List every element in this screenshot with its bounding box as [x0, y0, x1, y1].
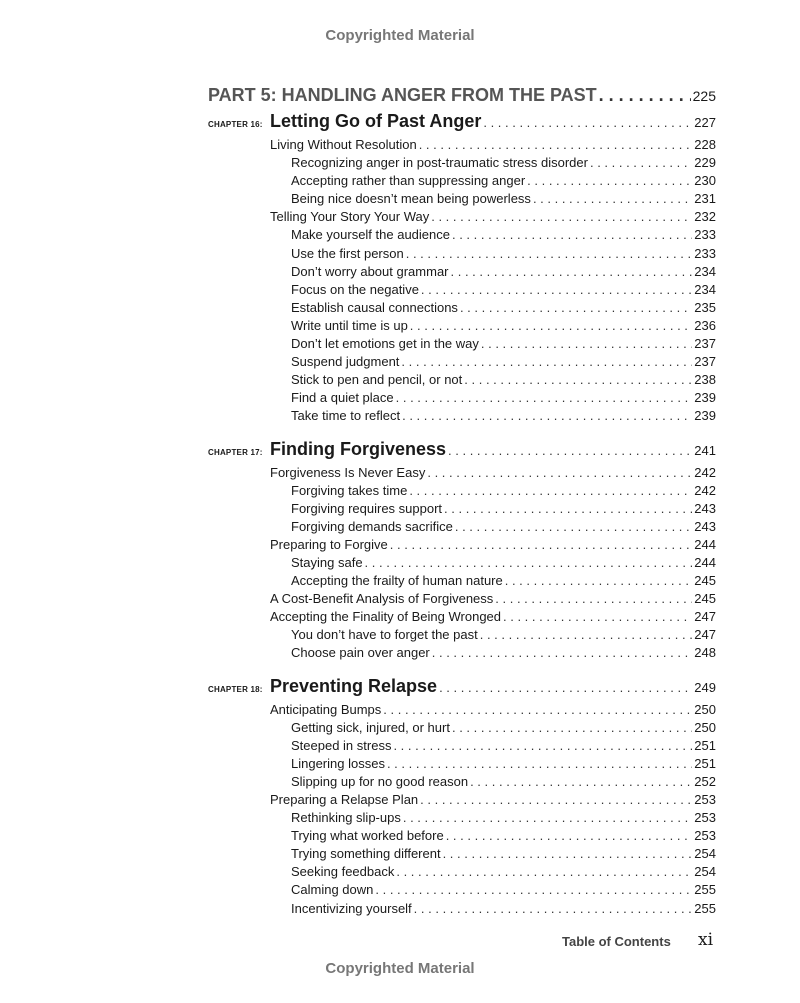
dot-leader [419, 136, 693, 154]
entry-page: 225 [692, 88, 716, 104]
entry-page: 234 [694, 263, 716, 279]
toc-entry-s2 [208, 755, 716, 773]
dot-leader [444, 500, 692, 518]
dot-leader [414, 900, 693, 918]
entry-title: Recognizing anger in post-traumatic stress disorder [291, 155, 588, 171]
entry-page: 238 [694, 372, 716, 388]
entry-page: 254 [694, 864, 716, 880]
entry-title: Seeking feedback [291, 864, 395, 880]
entry-title: Trying something different [291, 846, 441, 862]
entry-page: 234 [694, 281, 716, 297]
entry-page: 228 [694, 137, 716, 152]
entry-title: Choose pain over anger [291, 645, 430, 661]
entry-title: Anticipating Bumps [270, 701, 382, 717]
entry-page: 243 [694, 500, 716, 516]
entry-title: Don’t worry about grammar [291, 263, 449, 279]
entry-page: 250 [694, 719, 716, 735]
entry-title: Accepting rather than suppressing anger [291, 173, 526, 189]
toc-entry-s1 [208, 136, 716, 154]
toc-entry-s1 [208, 208, 716, 226]
entry-title: Rethinking slip-ups [291, 810, 401, 826]
dot-leader [503, 608, 692, 626]
entry-title: Staying safe [291, 554, 363, 570]
entry-title: Preventing Relapse [270, 675, 438, 696]
copyright-header: Copyrighted Material [325, 27, 475, 44]
entry-title: Preparing to Forgive [270, 536, 388, 552]
toc-entry-s2 [208, 281, 716, 299]
dot-leader [451, 263, 693, 281]
entry-title: Write until time is up [291, 317, 408, 333]
table-of-contents [208, 86, 716, 918]
entry-page: 247 [694, 627, 716, 643]
entry-page: 227 [694, 115, 716, 130]
toc-entry-s2 [208, 317, 716, 335]
toc-entry-s2 [208, 154, 716, 172]
dot-leader [403, 809, 692, 827]
running-footer: Table of Contents [562, 934, 671, 949]
dot-leader [443, 845, 693, 863]
entry-title: Steeped in stress [291, 737, 392, 753]
toc-entry-s1 [208, 590, 716, 608]
dot-leader [452, 226, 692, 244]
toc-entry-s2 [208, 389, 716, 407]
entry-page: 237 [694, 336, 716, 352]
entry-page: 255 [694, 882, 716, 898]
entry-title: Slipping up for no good reason [291, 773, 469, 789]
entry-page: 247 [694, 609, 716, 625]
entry-title: Focus on the negative [291, 281, 419, 297]
dot-leader [387, 755, 692, 773]
entry-page: 254 [694, 846, 716, 862]
toc-entry-chapter [208, 440, 716, 464]
toc-entry-s2 [208, 554, 716, 572]
toc-entry-s2 [208, 299, 716, 317]
toc-entry-s2 [208, 719, 716, 737]
entry-page: 255 [694, 900, 716, 916]
entry-title: Use the first person [291, 245, 404, 261]
dot-leader [590, 154, 692, 172]
entry-title: Calming down [291, 882, 374, 898]
entry-title: Suspend judgment [291, 354, 400, 370]
entry-page: 251 [694, 737, 716, 753]
dot-leader [439, 679, 692, 697]
chapter-label: CHAPTER 18: [208, 684, 263, 694]
toc-entry-s2 [208, 626, 716, 644]
entry-page: 236 [694, 317, 716, 333]
toc-entry-s2 [208, 245, 716, 263]
dot-leader [432, 644, 693, 662]
entry-title: Telling Your Story Your Way [270, 209, 430, 225]
entry-title: Accepting the frailty of human nature [291, 573, 503, 589]
copyright-footer: Copyrighted Material [325, 960, 475, 977]
entry-page: 242 [694, 482, 716, 498]
dot-leader [410, 317, 693, 335]
entry-page: 239 [694, 390, 716, 406]
dot-leader [464, 371, 692, 389]
dot-leader [448, 442, 692, 460]
entry-title: Letting Go of Past Anger [270, 111, 482, 131]
toc-entry-s1 [208, 791, 716, 809]
entry-page: 232 [694, 209, 716, 225]
toc-entry-s2 [208, 371, 716, 389]
dot-leader [483, 114, 692, 132]
entry-page: 235 [694, 299, 716, 315]
entry-title: Incentivizing yourself [291, 900, 412, 916]
entry-page: 239 [694, 408, 716, 424]
toc-entry-s1 [208, 608, 716, 626]
entry-page: 241 [694, 442, 716, 458]
dot-leader [406, 245, 693, 263]
dot-leader [365, 554, 693, 572]
dot-leader [427, 464, 692, 482]
dot-leader [396, 863, 692, 881]
entry-page: 244 [694, 554, 716, 570]
entry-title: Finding Forgiveness [270, 438, 447, 459]
dot-leader [396, 389, 693, 407]
toc-entry-s2 [208, 900, 716, 918]
toc-entry-s2 [208, 482, 716, 500]
entry-page: 252 [694, 773, 716, 789]
entry-page: 237 [694, 354, 716, 370]
entry-title: Forgiveness Is Never Easy [270, 464, 426, 480]
dot-leader [452, 719, 692, 737]
dot-leader [375, 881, 692, 899]
toc-entry-part [208, 86, 716, 112]
dot-leader [505, 572, 693, 590]
toc-entry-s2 [208, 190, 716, 208]
entry-title: Being nice doesn’t mean being powerless [291, 191, 531, 207]
dot-leader [383, 701, 692, 719]
entry-title: Forgiving demands sacrifice [291, 518, 453, 534]
entry-page: 251 [694, 755, 716, 771]
toc-entry-s2 [208, 518, 716, 536]
toc-entry-s2 [208, 572, 716, 590]
entry-title: Take time to reflect [291, 408, 401, 424]
entry-title: Find a quiet place [291, 390, 394, 406]
dot-leader [446, 827, 693, 845]
toc-entry-chapter [208, 677, 716, 701]
entry-title: You don’t have to forget the past [291, 627, 478, 643]
toc-entry-s2 [208, 335, 716, 353]
dot-leader [409, 482, 692, 500]
entry-page: 253 [694, 792, 716, 807]
toc-entry-s2 [208, 263, 716, 281]
entry-title: Make yourself the audience [291, 227, 450, 243]
toc-entry-s2 [208, 845, 716, 863]
entry-title: Preparing a Relapse Plan [270, 792, 419, 807]
chapter-label: CHAPTER 17: [208, 447, 263, 457]
dot-leader [533, 190, 692, 208]
entry-page: 245 [694, 573, 716, 589]
toc-entry-s2 [208, 737, 716, 755]
entry-title: Don’t let emotions get in the way [291, 336, 479, 352]
entry-title: Lingering losses [291, 755, 385, 771]
entry-title: Living Without Resolution [270, 137, 417, 152]
toc-entry-s2 [208, 644, 716, 662]
toc-entry-s2 [208, 881, 716, 899]
entry-page: 243 [694, 518, 716, 534]
dot-leader [402, 407, 692, 425]
entry-page: 231 [694, 191, 716, 207]
chapter-label: CHAPTER 16: [208, 120, 263, 129]
entry-title: Stick to pen and pencil, or not [291, 372, 463, 388]
entry-title: Forgiving takes time [291, 482, 408, 498]
entry-page: 242 [694, 464, 716, 480]
toc-entry-s2 [208, 773, 716, 791]
dot-leader [599, 86, 691, 104]
page-number: xi [698, 930, 714, 950]
toc-entry-s2 [208, 863, 716, 881]
dot-leader [421, 281, 692, 299]
entry-page: 233 [694, 227, 716, 243]
entry-page: 233 [694, 245, 716, 261]
entry-page: 244 [694, 536, 716, 552]
entry-page: 250 [694, 701, 716, 717]
dot-leader [401, 353, 692, 371]
entry-title: Trying what worked before [291, 828, 444, 844]
entry-page: 249 [694, 679, 716, 695]
dot-leader [480, 626, 693, 644]
entry-title: PART 5: HANDLING ANGER FROM THE PAST [208, 85, 597, 105]
toc-entry-s2 [208, 353, 716, 371]
dot-leader [460, 299, 692, 317]
toc-entry-s2 [208, 827, 716, 845]
dot-leader [470, 773, 692, 791]
entry-page: 248 [694, 645, 716, 661]
dot-leader [527, 172, 692, 190]
dot-leader [390, 536, 693, 554]
entry-page: 245 [694, 591, 716, 607]
dot-leader [431, 208, 692, 226]
entry-page: 230 [694, 173, 716, 189]
toc-entry-s2 [208, 809, 716, 827]
dot-leader [495, 590, 692, 608]
toc-entry-s2 [208, 407, 716, 425]
toc-entry-s1 [208, 536, 716, 554]
toc-entry-s2 [208, 500, 716, 518]
entry-title: Accepting the Finality of Being Wronged [270, 609, 502, 625]
dot-leader [393, 737, 692, 755]
dot-leader [481, 335, 692, 353]
toc-entry-s1 [208, 464, 716, 482]
entry-title: Forgiving requires support [291, 500, 443, 516]
toc-entry-s2 [208, 172, 716, 190]
entry-page: 253 [694, 828, 716, 844]
toc-entry-s2 [208, 226, 716, 244]
entry-page: 229 [694, 155, 716, 171]
dot-leader [455, 518, 692, 536]
toc-entry-s1 [208, 701, 716, 719]
entry-title: A Cost-Benefit Analysis of Forgiveness [270, 591, 494, 607]
toc-entry-chapter [208, 112, 716, 136]
entry-title: Getting sick, injured, or hurt [291, 719, 450, 735]
entry-title: Establish causal connections [291, 299, 458, 315]
entry-page: 253 [694, 810, 716, 826]
dot-leader [420, 791, 692, 809]
